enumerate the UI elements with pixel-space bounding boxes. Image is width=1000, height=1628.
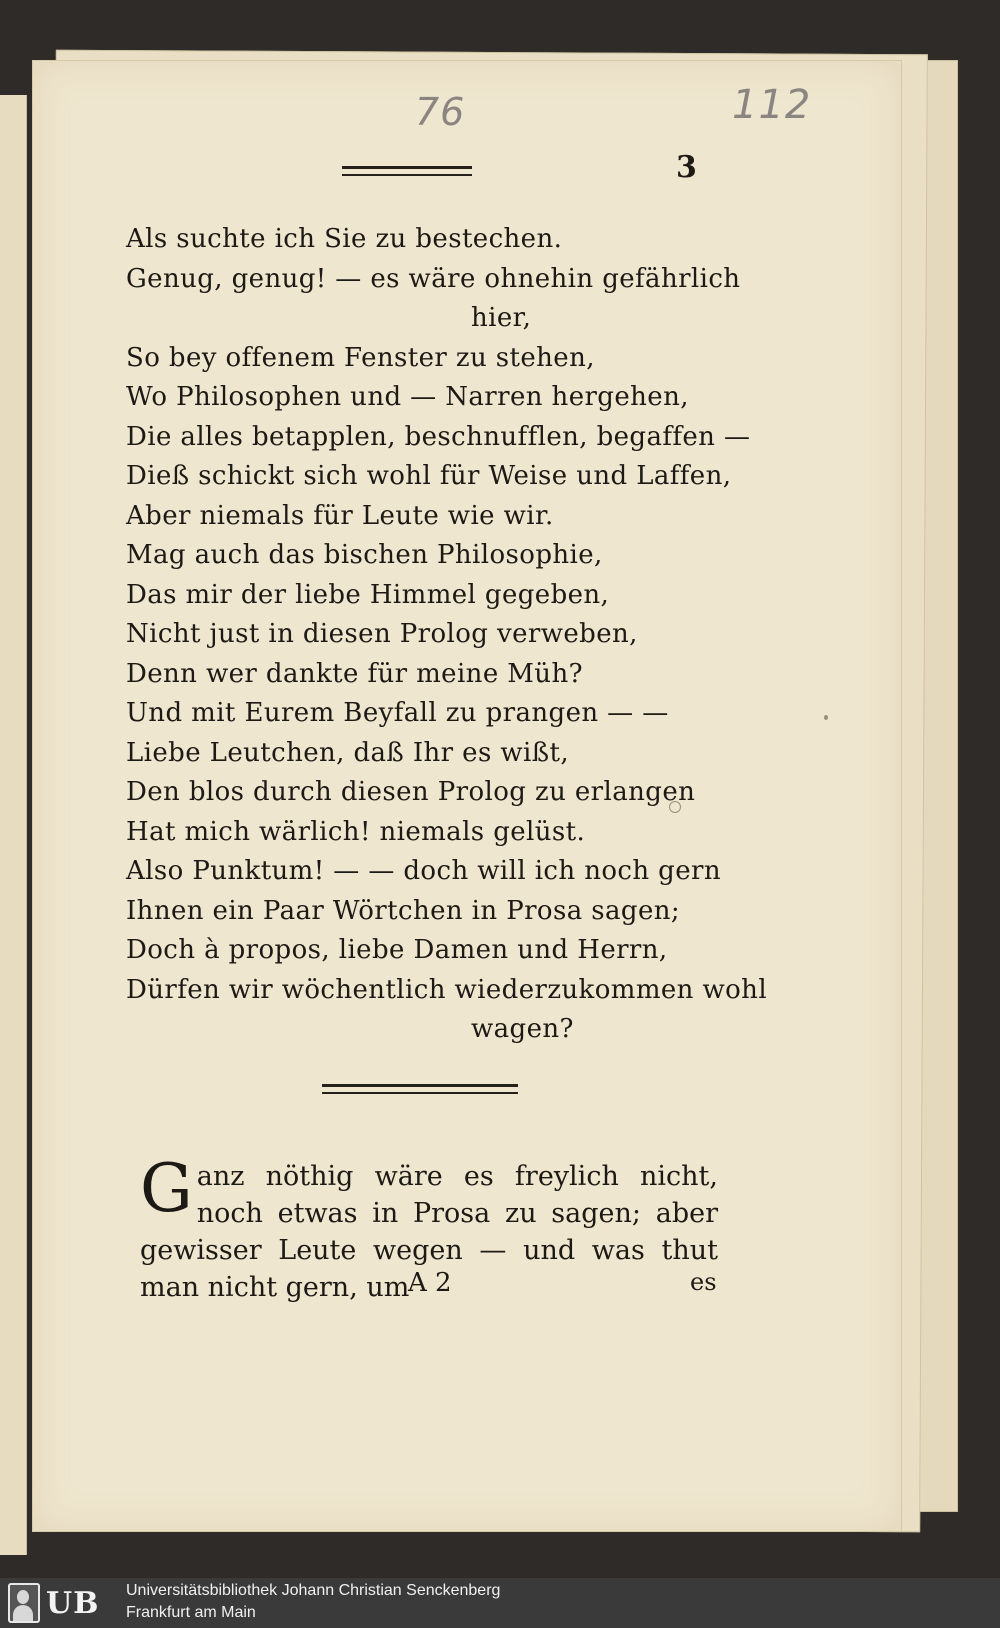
poem-line: Genug, genug! — es wäre ohnehin gefährlich — [126, 263, 741, 294]
poem-line: So bey offenem Fenster zu stehen, — [126, 342, 595, 373]
library-name: Universitätsbibliothek Johann Christian Senckenberg — [126, 1582, 501, 1599]
prose-text: anz nöthig wäre es freylich nicht, noch etwas in Prosa zu sagen; aber gewisser Leute wegen — und was thut man nicht gern, um — [140, 1161, 718, 1303]
section-divider-rule — [322, 1084, 518, 1094]
poem-line: Das mir der liebe Himmel gegeben, — [126, 579, 610, 610]
poem-line: Als suchte ich Sie zu bestechen. — [126, 224, 563, 254]
library-logo[interactable] — [8, 1584, 116, 1622]
poem-line: Die alles betapplen, beschnufflen, begaffen — — [126, 421, 751, 452]
poem-line: Also Punktum! — — doch will ich noch gern — [126, 856, 721, 886]
poem-verse — [126, 220, 768, 1050]
poem-line: Liebe Leutchen, daß Ihr es wißt, — [126, 737, 570, 768]
portrait-icon — [8, 1583, 40, 1623]
poem-line: Denn wer dankte für meine Müh? — [126, 658, 583, 689]
poem-line: Wo Philosophen und — Narren hergehen, — [126, 382, 689, 412]
poem-line: Dieß schickt sich wohl für Weise und Laffen, — [126, 461, 732, 491]
poem-line: hier, — [471, 303, 532, 333]
logo-text: UB — [46, 1585, 100, 1621]
paper-speck — [824, 715, 828, 720]
poem-line: Ihnen ein Paar Wörtchen in Prosa sagen; — [126, 895, 681, 926]
poem-line: wagen? — [471, 1014, 574, 1044]
poem-line: Und mit Eurem Beyfall zu prangen — — — [126, 698, 669, 728]
poem-line: Aber niemals für Leute wie wir. — [126, 500, 554, 531]
poem-line: Nicht just in diesen Prolog verweben, — [126, 619, 638, 649]
catchword: es — [690, 1268, 717, 1296]
library-city: Frankfurt am Main — [126, 1604, 256, 1621]
page-number: 3 — [676, 150, 697, 185]
signature-mark: A 2 — [408, 1268, 452, 1298]
drop-cap-initial: G — [140, 1150, 193, 1227]
poem-line: Hat mich wärlich! niemals gelüst. — [126, 816, 586, 847]
header-rule — [342, 166, 472, 176]
handwritten-folio-number: 76 — [415, 90, 466, 134]
handwritten-shelf-number: 112 — [732, 82, 812, 128]
library-footer-bar — [0, 1578, 1000, 1628]
poem-line: Mag auch das bischen Philosophie, — [126, 540, 603, 570]
poem-line: Dürfen wir wöchentlich wiederzukommen wohl — [126, 974, 768, 1005]
poem-line: Den blos durch diesen Prolog zu erlangen — [126, 777, 696, 807]
previous-leaf-edge — [0, 95, 27, 1555]
poem-line: Doch à propos, liebe Damen und Herrn, — [126, 935, 668, 965]
